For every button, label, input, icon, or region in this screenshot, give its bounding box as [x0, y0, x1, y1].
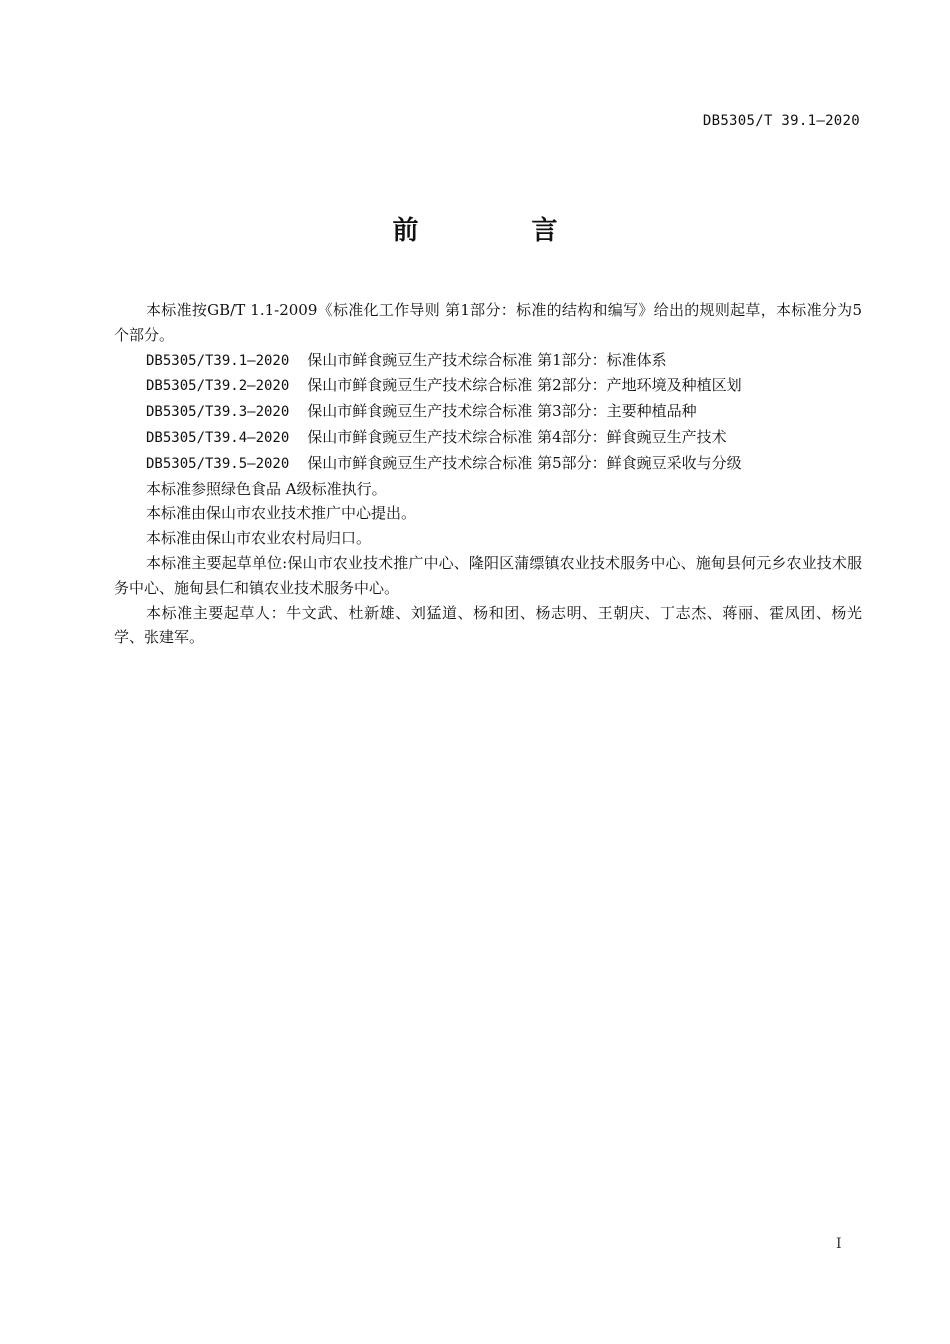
part-code: DB5305/T39.3—2020: [146, 404, 290, 421]
standard-code-header: DB5305/T 39.1—2020: [702, 113, 860, 129]
drafters-paragraph: 本标准主要起草人：牛文武、杜新雄、刘猛道、杨和团、杨志明、王朝庆、丁志杰、蒋丽、霍凤团、杨光学、张建军。: [114, 603, 862, 647]
page-title: 前 言: [392, 216, 610, 246]
part-code: DB5305/T39.1—2020: [146, 352, 290, 369]
proposed-by-paragraph: 本标准由保山市农业技术推广中心提出。: [146, 504, 417, 523]
page-number: I: [836, 1236, 842, 1252]
part-title: 保山市鲜食豌豆生产技术综合标准 第1部分：标准体系: [307, 350, 667, 369]
part-line-5: [114, 451, 862, 477]
part-line-4: [114, 425, 862, 451]
drafting-units-paragraph: 本标准主要起草单位:保山市农业技术推广中心、隆阳区蒲缥镇农业技术服务中心、施甸县何元乡农业技术服务中心、施甸县仁和镇农业技术服务中心。: [114, 553, 862, 597]
part-line-2: [114, 373, 862, 399]
part-title: 保山市鲜食豌豆生产技术综合标准 第3部分：主要种植品种: [307, 402, 697, 421]
part-title: 保山市鲜食豌豆生产技术综合标准 第4部分：鲜食豌豆生产技术: [307, 427, 727, 446]
part-code: DB5305/T39.2—2020: [146, 378, 290, 395]
part-title: 保山市鲜食豌豆生产技术综合标准 第5部分：鲜食豌豆采收与分级: [307, 453, 742, 472]
part-line-1: [114, 348, 862, 374]
part-title: 保山市鲜食豌豆生产技术综合标准 第2部分：产地环境及种植区划: [307, 376, 742, 395]
managed-by-paragraph: 本标准由保山市农业农村局归口。: [146, 529, 372, 548]
part-code: DB5305/T39.4—2020: [146, 429, 290, 446]
reference-paragraph: 本标准参照绿色食品 A级标准执行。: [146, 479, 387, 498]
part-line-3: [114, 399, 862, 425]
part-code: DB5305/T39.5—2020: [146, 455, 290, 472]
intro-paragraph: 本标准按GB/T 1.1-2009《标准化工作导则 第1部分：标准的结构和编写》给出的规则起草，本标准分为5个部分。: [114, 301, 862, 344]
foreword-body: [114, 298, 862, 650]
